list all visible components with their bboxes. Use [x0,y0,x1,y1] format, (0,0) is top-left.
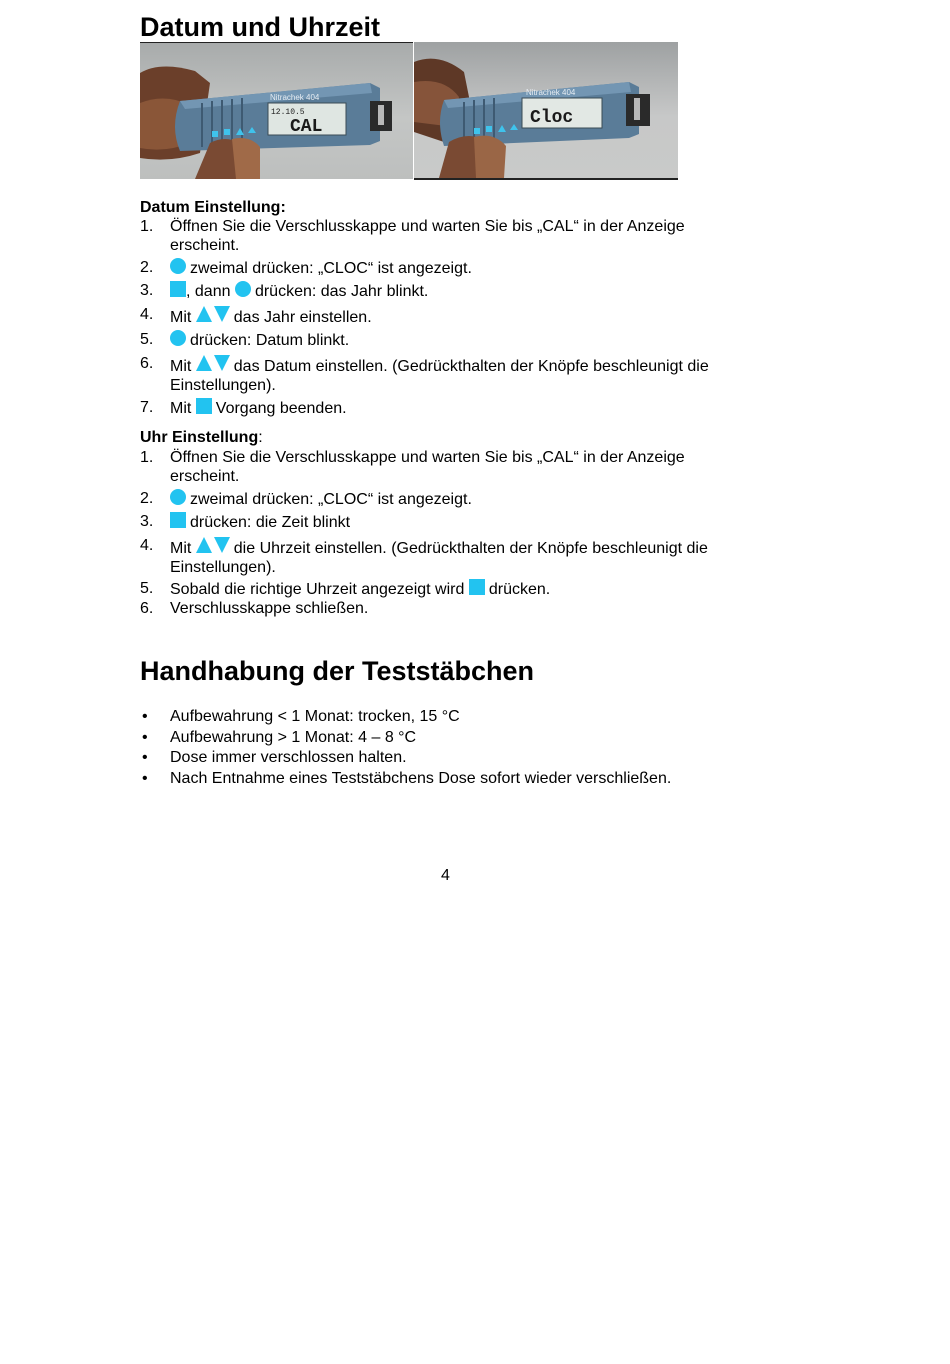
datum-heading: Datum Einstellung: [140,199,286,216]
list-item: • Aufbewahrung < 1 Monat: trocken, 15 °C [140,707,671,728]
up-down-arrows-icon [196,354,230,372]
device-brand-label: Nitrachek 404 [526,88,576,97]
lcd-main-readout: CAL [290,117,323,137]
lcd-main-readout: Cloc [530,108,574,128]
list-item: 1. Öffnen Sie die Verschlusskappe und warten Sie bis „CAL“ in der Anzeige erscheint. [140,218,685,254]
device-photos [140,42,680,178]
square-button-icon [469,579,485,595]
square-button-icon [170,281,186,297]
list-item: 1. Öffnen Sie die Verschlusskappe und warten Sie bis „CAL“ in der Anzeige erscheint. [140,449,685,485]
photo-device-cal [140,42,413,179]
circle-button-icon [170,258,186,274]
circle-button-icon [235,281,251,297]
up-down-arrows-icon [196,536,230,554]
uhr-steps [140,448,760,618]
circle-button-icon [170,489,186,505]
photo-device-cloc [414,42,678,180]
list-item: 4. Mit die Uhrzeit einstellen. (Gedrückthalten der Knöpfe beschleunigt die Einstellungen). [140,537,708,576]
list-item: 4. Mit das Jahr einstellen. [140,306,372,326]
device-brand-label: Nitrachek 404 [270,93,320,102]
up-down-arrows-icon [196,305,230,323]
device-cal-image [140,43,413,179]
square-button-icon [196,398,212,414]
square-button-icon [170,512,186,528]
list-item: 5. drücken: Datum blinkt. [140,331,350,349]
list-item: 3. drücken: die Zeit blinkt [140,513,351,531]
list-item: 3. , dann drücken: das Jahr blinkt. [140,282,429,300]
list-item: • Dose immer verschlossen halten. [140,748,671,769]
list-item: 2. zweimal drücken: „CLOC“ ist angezeigt. [140,490,472,508]
lcd-small-readout: 12.10.5 [271,108,305,117]
list-item: • Aufbewahrung > 1 Monat: 4 – 8 °C [140,728,671,749]
list-item: 6. Verschlusskappe schließen. [140,600,369,617]
device-cloc-image [414,42,678,178]
handling-bullets [140,707,671,789]
page-number: 4 [441,867,450,884]
list-item: 5. Sobald die richtige Uhrzeit angezeigt wird drücken. [140,580,551,598]
list-item: 6. Mit das Datum einstellen. (Gedrückthalten der Knöpfe beschleunigt die Einstellungen). [140,355,709,394]
datum-steps [140,217,760,418]
uhr-heading: Uhr Einstellung: [140,429,263,446]
list-item: 2. zweimal drücken: „CLOC“ ist angezeigt. [140,259,472,277]
section-title-teststaebchen: Handhabung der Teststäbchen [140,656,535,686]
list-item: • Nach Entnahme eines Teststäbchens Dose sofort wieder verschließen. [140,769,671,790]
circle-button-icon [170,330,186,346]
section-title-datum-uhrzeit: Datum und Uhrzeit [140,12,380,42]
list-item: 7. Mit Vorgang beenden. [140,399,347,417]
